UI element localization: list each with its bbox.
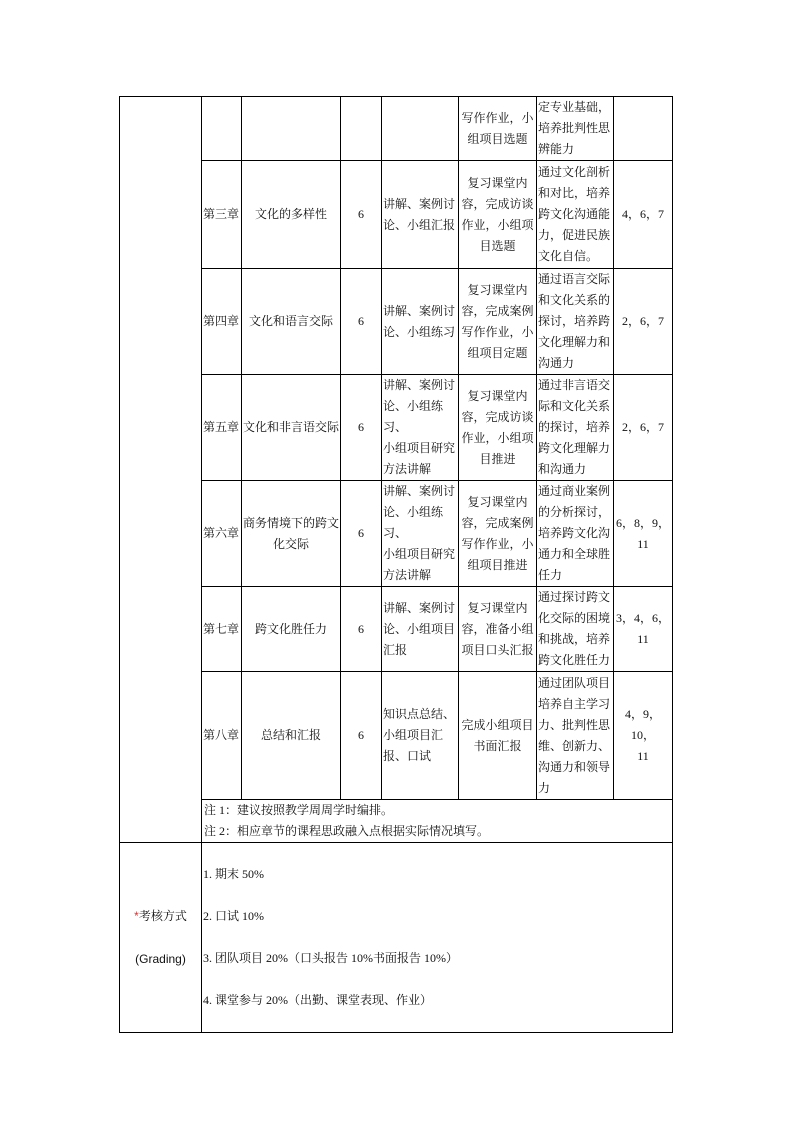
- chapter-cell: 第六章: [202, 481, 242, 587]
- ideology-cell: 通过文化剖析 和对比，培养 跨文化沟通能 力，促进民族 文化自信。: [537, 161, 614, 269]
- homework-cell: 复习课堂内 容，完成访谈 作业，小组项 目选题: [459, 161, 537, 269]
- homework-cell: 复习课堂内 容，完成访谈 作业，小组项 目推进: [459, 375, 537, 481]
- homework-cell: 复习课堂内 容，完成案例 写作作业，小 组项目定题: [459, 269, 537, 375]
- note-2: 注 2：相应章节的课程思政融入点根据实际情况填写。: [204, 824, 490, 838]
- objectives-cell: 2，6，7: [614, 375, 673, 481]
- grading-item: 3. 团队项目 20%（口头报告 10%书面报告 10%）: [203, 951, 458, 965]
- chapter-cell: 第三章: [202, 161, 242, 269]
- title-cell: 商务情境下的跨文 化交际: [242, 481, 341, 587]
- table-row: [120, 161, 673, 269]
- title-cell: 文化和语言交际: [242, 269, 341, 375]
- method-cell: 讲解、案例讨 论、小组汇报: [382, 161, 459, 269]
- chapter-cell: 第四章: [202, 269, 242, 375]
- homework-cell: 复习课堂内 容，完成案例 写作作业，小 组项目推进: [459, 481, 537, 587]
- grading-item: 4. 课堂参与 20%（出勤、课堂表现、作业）: [203, 993, 432, 1007]
- hours-cell: 6: [341, 269, 382, 375]
- hours-cell: 6: [341, 672, 382, 800]
- ideology-cell: 定专业基础， 培养批判性思 辨能力: [537, 97, 614, 161]
- objectives-cell: 4，6，7: [614, 161, 673, 269]
- hours-cell: 6: [341, 375, 382, 481]
- hours-cell: 6: [341, 481, 382, 587]
- title-cell: 文化和非言语交际: [242, 375, 341, 481]
- method-cell: 讲解、案例讨 论、小组练习、 小组项目研究 方法讲解: [382, 481, 459, 587]
- homework-cell: 复习课堂内 容，准备小组 项目口头汇报: [459, 587, 537, 672]
- table-row: [120, 269, 673, 375]
- method-cell: 讲解、案例讨 论、小组练习: [382, 269, 459, 375]
- table-row: [120, 587, 673, 672]
- chapter-cell: 第七章: [202, 587, 242, 672]
- ideology-cell: 通过团队项目 培养自主学习 力、批判性思 维、创新力、 沟通力和领导 力: [537, 672, 614, 800]
- method-cell: [382, 97, 459, 161]
- required-mark: *: [134, 909, 139, 923]
- objectives-cell: [614, 97, 673, 161]
- objectives-cell: 6，8，9， 11: [614, 481, 673, 587]
- course-schedule-table: [119, 96, 673, 1033]
- note-1: 注 1：建议按照教学周周学时编排。: [204, 803, 394, 817]
- objectives-cell: 3，4，6， 11: [614, 587, 673, 672]
- ideology-cell: 通过探讨跨文 化交际的困境 和挑战，培养 跨文化胜任力: [537, 587, 614, 672]
- grading-content: [202, 843, 673, 1033]
- method-cell: 知识点总结、 小组项目汇 报、口试: [382, 672, 459, 800]
- ideology-cell: 通过非言语交 际和文化关系 的探讨，培养 跨文化理解力 和沟通力: [537, 375, 614, 481]
- hours-cell: 6: [341, 587, 382, 672]
- chapter-cell: 第八章: [202, 672, 242, 800]
- grading-label-cell: [120, 843, 202, 1033]
- method-cell: 讲解、案例讨 论、小组项目 汇报: [382, 587, 459, 672]
- table-row: [120, 672, 673, 800]
- ideology-cell: 通过语言交际 和文化关系的 探讨，培养跨 文化理解力和 沟通力: [537, 269, 614, 375]
- grading-title: [121, 905, 200, 927]
- table-row: [120, 97, 673, 161]
- grading-item: 1. 期末 50%: [203, 867, 264, 881]
- objectives-cell: 4，9，10， 11: [614, 672, 673, 800]
- objectives-cell: 2，6，7: [614, 269, 673, 375]
- table-row: [120, 375, 673, 481]
- grading-title-en: (Grading): [135, 952, 186, 966]
- section-label-cell: [120, 97, 202, 843]
- grading-title-text: 考核方式: [138, 909, 187, 923]
- ideology-cell: 通过商业案例 的分析探讨， 培养跨文化沟 通力和全球胜 任力: [537, 481, 614, 587]
- title-cell: 跨文化胜任力: [242, 587, 341, 672]
- notes-row: [120, 800, 673, 843]
- chapter-cell: 第五章: [202, 375, 242, 481]
- notes-cell: [202, 800, 673, 843]
- table-row: [120, 481, 673, 587]
- grading-row: [120, 843, 673, 1033]
- method-cell: 讲解、案例讨 论、小组练习、 小组项目研究 方法讲解: [382, 375, 459, 481]
- homework-cell: 完成小组项目 书面汇报: [459, 672, 537, 800]
- hours-cell: 6: [341, 161, 382, 269]
- hours-cell: [341, 97, 382, 161]
- title-cell: 文化的多样性: [242, 161, 341, 269]
- grading-item: 2. 口试 10%: [203, 909, 264, 923]
- chapter-cell: [202, 97, 242, 161]
- title-cell: [242, 97, 341, 161]
- schedule-body: [120, 97, 673, 1033]
- title-cell: 总结和汇报: [242, 672, 341, 800]
- homework-cell: 写作作业，小 组项目选题: [459, 97, 537, 161]
